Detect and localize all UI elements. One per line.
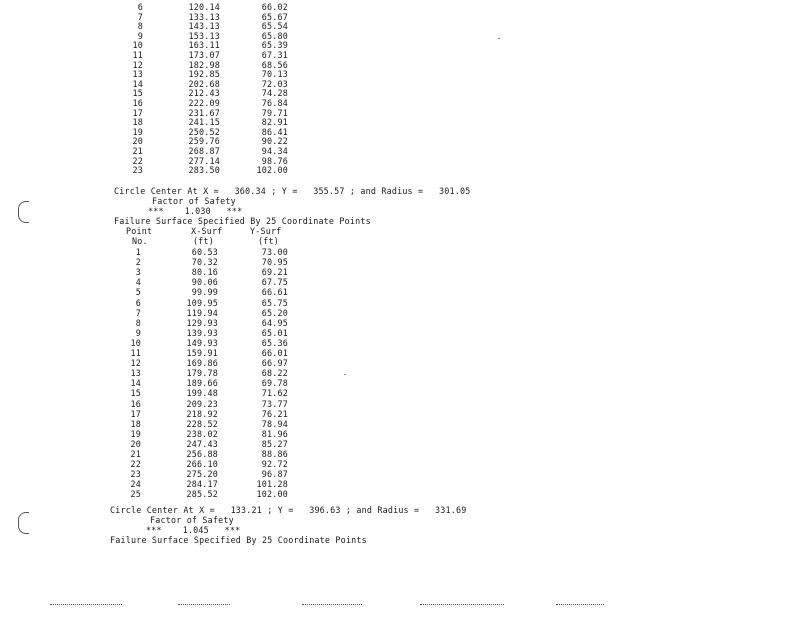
y-surf-cell: 68.22 [261,368,288,379]
point-number-cell: 9 [135,327,141,338]
y-surf-cell: 65.20 [261,307,288,318]
y-surf-cell: 66.97 [261,358,288,369]
x-surf-cell: 149.93 [186,337,218,348]
y-surf-cell: 78.94 [261,418,288,429]
x-surf-cell: 119.94 [186,307,218,318]
point-number-cell: 16 [132,98,143,108]
header-x-unit: (ft) [193,236,214,246]
point-number-cell: 16 [130,398,141,409]
margin-bracket-mark [18,201,29,223]
circle-center-line-1: Circle Center At X = 360.34 ; Y = 355.57 ; and Radius = 301.05 [114,186,471,196]
x-surf-cell: 129.93 [186,317,218,328]
header-no: No. [132,236,148,246]
y-surf-cell: 68.56 [261,59,288,70]
point-number-cell: 15 [132,88,143,99]
point-number-cell: 11 [130,348,141,358]
x-surf-cell: 60.53 [191,247,218,257]
point-number-cell: 11 [132,50,143,60]
point-number-cell: 14 [130,378,141,389]
y-surf-cell: 66.61 [261,287,288,298]
y-surf-cell: 102.00 [256,165,288,176]
y-surf-cell: 65.75 [261,297,288,308]
y-surf-cell: 67.31 [261,50,288,60]
y-surf-cell: 70.95 [261,257,288,268]
point-number-cell: 23 [130,469,141,480]
y-surf-cell: 69.21 [261,267,288,278]
point-number-cell: 24 [130,479,141,490]
x-surf-cell: 283.50 [188,165,220,176]
point-number-cell: 14 [132,78,143,89]
y-surf-cell: 88.86 [261,449,288,459]
y-surf-cell: 66.02 [261,2,288,12]
factor-of-safety-label-1: Factor of Safety [152,196,236,206]
point-number-cell: 20 [132,136,143,147]
point-number-cell: 8 [135,317,141,328]
x-surf-cell: 182.98 [188,59,220,70]
x-surf-cell: 268.87 [188,146,220,156]
y-surf-cell: 90.22 [261,136,288,147]
point-number-cell: 17 [132,107,143,118]
x-surf-cell: 70.32 [191,257,218,268]
point-number-cell: 20 [130,438,141,449]
point-number-cell: 5 [135,287,141,298]
scan-speck [498,38,500,39]
x-surf-cell: 99.99 [191,287,218,298]
y-surf-cell: 73.77 [261,398,288,409]
failure-surface-title-2: Failure Surface Specified By 25 Coordinate Points [114,216,371,226]
y-surf-cell: 71.62 [261,388,288,399]
y-surf-cell: 85.27 [261,438,288,449]
y-surf-cell: 73.00 [261,247,288,257]
x-surf-cell: 169.86 [186,358,218,369]
y-surf-cell: 66.01 [261,348,288,358]
header-point: Point [126,226,153,236]
scan-speck [344,374,346,375]
x-surf-cell: 209.23 [186,398,218,409]
x-surf-cell: 247.43 [186,438,218,449]
point-number-cell: 9 [137,30,143,41]
y-surf-cell: 98.76 [261,155,288,166]
point-number-cell: 21 [130,449,141,459]
point-number-cell: 18 [132,117,143,128]
x-surf-cell: 238.02 [186,428,218,439]
point-number-cell: 10 [132,40,143,51]
y-surf-cell: 76.84 [261,98,288,108]
x-surf-cell: 284.17 [186,479,218,490]
y-surf-cell: 101.28 [256,479,288,490]
x-surf-cell: 275.20 [186,469,218,480]
x-surf-cell: 222.09 [188,98,220,108]
x-surf-cell: 163.11 [188,40,220,51]
point-number-cell: 17 [130,408,141,419]
point-number-cell: 19 [132,126,143,137]
x-surf-cell: 218.92 [186,408,218,419]
point-number-cell: 7 [135,307,141,318]
y-surf-cell: 69.78 [261,378,288,389]
point-number-cell: 21 [132,146,143,156]
margin-bracket-mark [18,512,29,534]
x-surf-cell: 109.95 [186,297,218,308]
point-number-cell: 13 [130,368,141,379]
y-surf-cell: 74.28 [261,88,288,99]
x-surf-cell: 250.52 [188,126,220,137]
x-surf-cell: 277.14 [188,155,220,166]
y-surf-cell: 102.00 [256,489,288,500]
x-surf-cell: 228.52 [186,418,218,429]
header-x-surf: X-Surf [191,226,223,236]
circle-center-line-2: Circle Center At X = 133.21 ; Y = 396.63 ; and Radius = 331.69 [110,505,467,515]
y-surf-cell: 65.01 [261,327,288,338]
y-surf-cell: 94.34 [261,146,288,156]
x-surf-cell: 120.14 [188,2,220,12]
footer-dash [556,604,604,606]
y-surf-cell: 82.91 [261,117,288,128]
y-surf-cell: 81.96 [261,428,288,439]
y-surf-cell: 70.13 [261,69,288,80]
point-number-cell: 7 [137,11,143,22]
y-surf-cell: 64.95 [261,317,288,328]
x-surf-cell: 231.67 [188,107,220,118]
x-surf-cell: 192.85 [188,69,220,80]
factor-of-safety-value-1: *** 1.030 *** [148,206,243,216]
x-surf-cell: 139.93 [186,327,218,338]
x-surf-cell: 241.15 [188,117,220,128]
x-surf-cell: 143.13 [188,21,220,32]
x-surf-cell: 179.78 [186,368,218,379]
point-number-cell: 12 [130,358,141,369]
y-surf-cell: 96.87 [261,469,288,480]
y-surf-cell: 65.39 [261,40,288,51]
point-number-cell: 1 [135,247,141,257]
y-surf-cell: 65.54 [261,21,288,32]
factor-of-safety-label-2: Factor of Safety [150,515,234,525]
point-number-cell: 4 [135,277,141,288]
x-surf-cell: 189.66 [186,378,218,389]
header-y-surf: Y-Surf [250,226,282,236]
y-surf-cell: 76.21 [261,408,288,419]
y-surf-cell: 79.71 [261,107,288,118]
point-number-cell: 22 [130,459,141,470]
y-surf-cell: 65.80 [261,30,288,41]
point-number-cell: 10 [130,337,141,348]
y-surf-cell: 86.41 [261,126,288,137]
x-surf-cell: 173.07 [188,50,220,60]
x-surf-cell: 212.43 [188,88,220,99]
x-surf-cell: 133.13 [188,11,220,22]
point-number-cell: 13 [132,69,143,80]
y-surf-cell: 65.67 [261,11,288,22]
point-number-cell: 15 [130,388,141,399]
x-surf-cell: 256.88 [186,449,218,459]
point-number-cell: 6 [137,2,143,12]
point-number-cell: 2 [135,257,141,268]
point-number-cell: 19 [130,428,141,439]
x-surf-cell: 199.48 [186,388,218,399]
point-number-cell: 8 [137,21,143,32]
point-number-cell: 18 [130,418,141,429]
footer-dash [420,604,504,606]
point-number-cell: 23 [132,165,143,176]
y-surf-cell: 92.72 [261,459,288,470]
y-surf-cell: 72.03 [261,78,288,89]
footer-dash [302,604,362,606]
factor-of-safety-value-2: *** 1.045 *** [146,525,241,535]
footer-dash [50,604,122,606]
x-surf-cell: 80.16 [191,267,218,278]
footer-dash [178,604,230,606]
x-surf-cell: 90.06 [191,277,218,288]
header-y-unit: (ft) [258,236,279,246]
failure-surface-title-3: Failure Surface Specified By 25 Coordinate Points [110,535,367,545]
y-surf-cell: 67.75 [261,277,288,288]
point-number-cell: 6 [135,297,141,308]
x-surf-cell: 159.91 [186,348,218,358]
x-surf-cell: 266.10 [186,459,218,470]
y-surf-cell: 65.36 [261,337,288,348]
point-number-cell: 25 [130,489,141,500]
x-surf-cell: 259.76 [188,136,220,147]
point-number-cell: 12 [132,59,143,70]
x-surf-cell: 153.13 [188,30,220,41]
x-surf-cell: 202.68 [188,78,220,89]
point-number-cell: 3 [135,267,141,278]
x-surf-cell: 285.52 [186,489,218,500]
point-number-cell: 22 [132,155,143,166]
